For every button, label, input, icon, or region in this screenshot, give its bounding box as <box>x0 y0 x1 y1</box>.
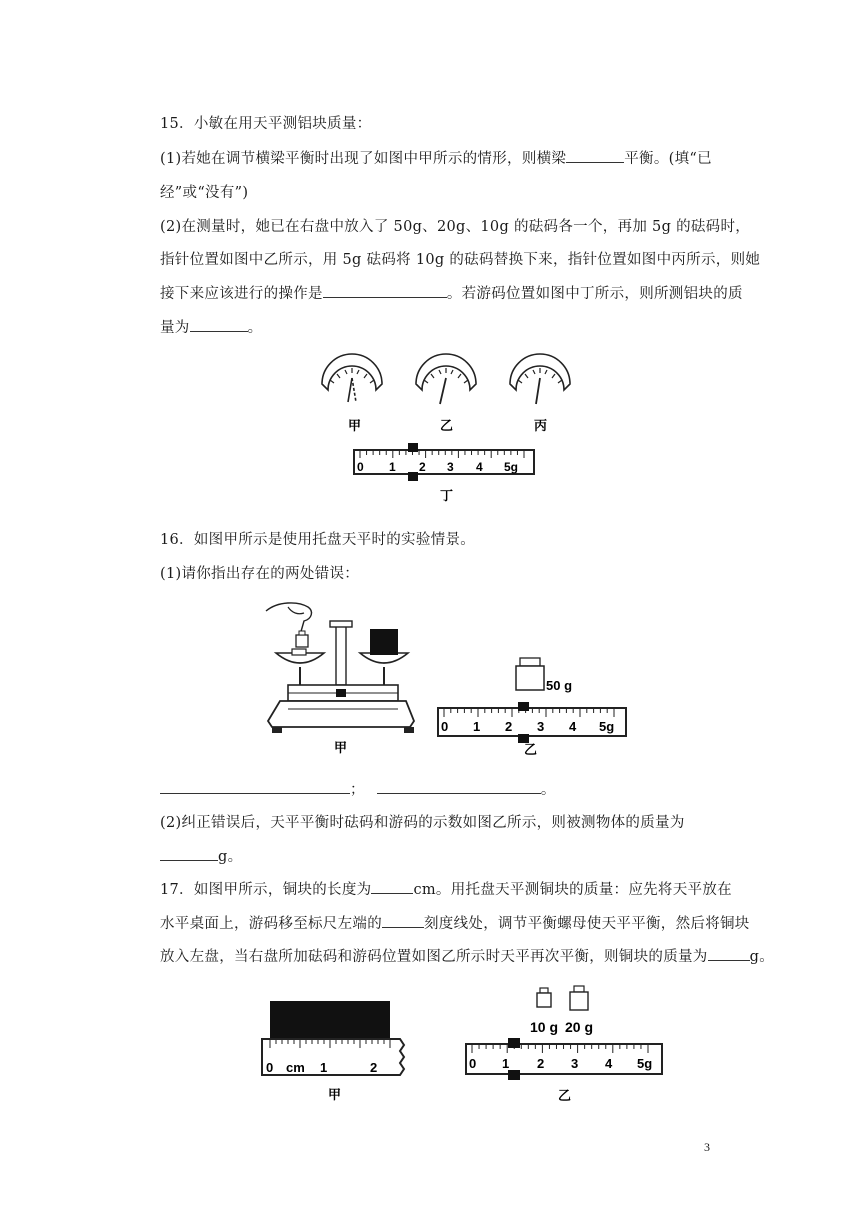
q17-line1 <box>160 878 732 899</box>
q15-label-bing: 丙 <box>534 418 548 433</box>
q17-tick-5g: 5g <box>637 1056 653 1071</box>
q17-tick-4: 4 <box>605 1056 613 1071</box>
q16-tick-0: 0 <box>441 719 449 734</box>
q15-blank-1[interactable] <box>566 148 624 163</box>
q15-part2-text-f: 。 <box>247 320 263 336</box>
q17-label-yi: 乙 <box>558 1088 572 1103</box>
q16-label-yi: 乙 <box>524 742 538 755</box>
q17-cm-tick-2: 2 <box>370 1060 378 1075</box>
q15-part2-text-c: 接下来应该进行的操作是 <box>160 286 323 302</box>
q15-part2-line4 <box>160 316 262 337</box>
gauge-yi <box>416 354 476 404</box>
q16-part2-unit: g。 <box>218 849 243 865</box>
q15-figure <box>310 350 590 510</box>
page-number: 3 <box>704 1140 710 1154</box>
q15-tick-0: 0 <box>357 460 364 474</box>
q15-label-jia: 甲 <box>348 418 362 433</box>
q16-blank-3[interactable] <box>160 846 218 861</box>
q17-blank-3[interactable] <box>708 946 750 961</box>
q15-part2-text-e: 量为 <box>160 320 190 336</box>
q17-blank-1[interactable] <box>371 879 413 894</box>
q15-tick-4: 4 <box>476 460 483 474</box>
q17-text-3b: g。 <box>749 949 774 965</box>
q16-balance-figure <box>258 595 428 755</box>
q15-part1-text-a: (1)若她在调节横梁平衡时出现了如图中甲所示的情形，则横梁 <box>160 151 567 167</box>
q15-part1-text-b: 平衡。(填“已 <box>624 151 712 167</box>
q16-blank-1[interactable] <box>160 779 350 794</box>
q16-tick-3: 3 <box>537 719 545 734</box>
q15-part2-line3 <box>160 282 743 303</box>
q15-tick-2: 2 <box>419 460 426 474</box>
q17-line2 <box>160 912 750 933</box>
q15-part2-text-d: 。若游码位置如图中丁所示，则所测铝块的质 <box>446 286 743 302</box>
q17-length-figure <box>256 995 416 1105</box>
q16-weight-label: 50 g <box>546 678 573 693</box>
q17-weight-20g: 20 g <box>565 1019 594 1035</box>
q16-end: 。 <box>540 782 556 798</box>
q15-label-ding: 丁 <box>440 488 454 503</box>
q16-answer-line <box>160 778 556 799</box>
q16-part2-line1: (2)纠正错误后，天平平衡时砝码和游码的示数如图乙所示，则被测物体的质量为 <box>160 815 685 831</box>
q15-tick-1: 1 <box>389 460 396 474</box>
q16-tick-5g: 5g <box>599 719 615 734</box>
rider-bottom <box>508 1070 520 1080</box>
q15-tick-5g: 5g <box>504 460 519 474</box>
weight-20g-icon <box>570 986 588 1010</box>
object-block <box>370 629 398 655</box>
rider-top <box>508 1038 520 1048</box>
q17-cm-ruler <box>262 1039 404 1075</box>
q15-blank-2[interactable] <box>323 283 447 298</box>
q17-tick-0: 0 <box>469 1056 477 1071</box>
q15-blank-3[interactable] <box>190 317 248 332</box>
q16-rider-ruler <box>438 702 626 743</box>
q15-rider-ruler <box>354 443 534 481</box>
copper-block <box>270 1001 390 1039</box>
q15-part1-line1 <box>160 147 712 168</box>
q16-title: 16．如图甲所示是使用托盘天平时的实验情景。 <box>160 532 476 548</box>
weight-50g-icon <box>516 658 544 690</box>
q16-blank-2[interactable] <box>377 779 541 794</box>
q17-tick-2: 2 <box>537 1056 545 1071</box>
q16-tick-1: 1 <box>473 719 481 734</box>
gauge-jia <box>322 354 382 402</box>
q17-text-1a: 17．如图甲所示，铜块的长度为 <box>160 882 372 898</box>
q17-text-2a: 水平桌面上，游码移至标尺左端的 <box>160 916 382 932</box>
q17-text-3a: 放入左盘，当右盘所加砝码和游码位置如图乙所示时天平再次平衡，则铜块的质量为 <box>160 949 708 965</box>
gauge-bing <box>510 354 570 404</box>
q17-tick-3: 3 <box>571 1056 579 1071</box>
q15-tick-3: 3 <box>447 460 454 474</box>
q16-tick-2: 2 <box>505 719 513 734</box>
q17-blank-2[interactable] <box>382 913 424 928</box>
rider-bottom <box>408 472 418 481</box>
q15-part2-line2: 指针位置如图中乙所示，用 5g 砝码将 10g 的砝码替换下来，指针位置如图中丙所示，则她 <box>160 252 761 268</box>
q16-part1: (1)请你指出存在的两处错误： <box>160 566 360 582</box>
q17-text-2b: 刻度线处，调节平衡螺母使天平平衡，然后将铜块 <box>424 916 750 932</box>
q15-part1-line2: 经”或“没有”) <box>160 185 249 201</box>
q16-separator: ； <box>350 782 365 798</box>
q16-part2-line2 <box>160 845 242 866</box>
q17-label-jia: 甲 <box>328 1087 342 1102</box>
q15-part2-line1: (2)在测量时，她已在右盘中放入了 50g、20g、10g 的砝码各一个，再加 5g 的砝码时， <box>160 219 751 235</box>
q17-mass-figure <box>460 982 670 1107</box>
q15-label-yi: 乙 <box>440 418 454 433</box>
q16-label-jia: 甲 <box>334 740 348 755</box>
rider-top <box>408 443 418 452</box>
q17-line3 <box>160 945 774 966</box>
q17-cm-tick-0: 0 <box>266 1060 274 1075</box>
q15-title: 15．小敏在用天平测铝块质量： <box>160 116 372 132</box>
q17-weight-10g: 10 g <box>530 1019 559 1035</box>
q17-cm-tick-1: 1 <box>320 1060 328 1075</box>
q17-rider-ruler <box>466 1038 662 1080</box>
weight-10g-icon <box>537 988 551 1007</box>
q17-cm-unit: cm <box>286 1060 305 1075</box>
q17-tick-1: 1 <box>502 1056 510 1071</box>
rider-top <box>518 702 529 711</box>
q17-text-1b: cm。用托盘天平测铜块的质量：应先将天平放在 <box>413 882 732 898</box>
q16-ruler-figure <box>432 650 632 755</box>
q16-tick-4: 4 <box>569 719 577 734</box>
